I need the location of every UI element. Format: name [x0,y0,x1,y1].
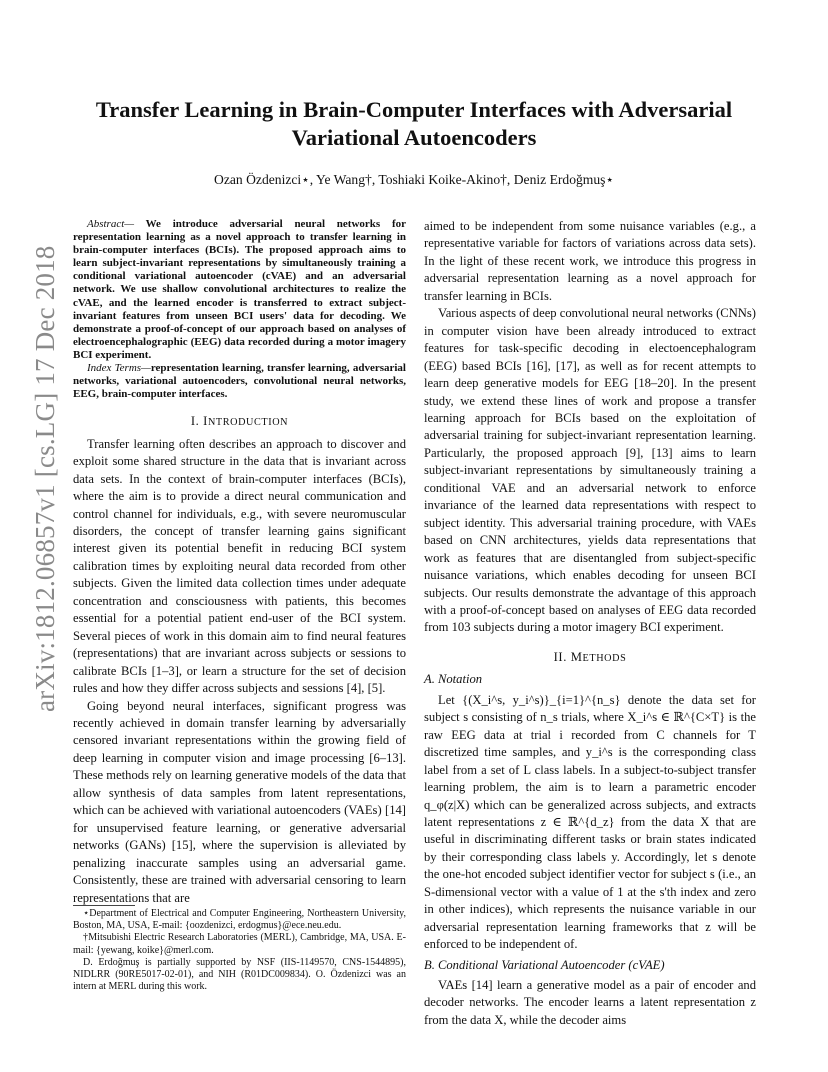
footnote-funding: D. Erdoğmuş is partially supported by NSF (IIS-1149570, CNS-1544895), NIDLRR (90RE5017-02-01), and NIH (R01DC009834). O. Özdenizci was an intern at MERL during this work. [73,956,406,993]
cvae-paragraph: VAEs [14] learn a generative model as a pair of encoder and decoder networks. The encoder learns a latent representation z from the data X, while the decoder aims [424,978,756,1027]
left-column [73,218,406,907]
notation-paragraph: Let {(X_i^s, y_i^s)}_{i=1}^{n_s} denote the data set for subject s consisting of n_s trials, where X_i^s ∈ ℝ^{C×T} is the raw EEG data at trial i recorded from C channels for T discretized time samples, and y_i^s is the corresponding class label from a set of L class labels. In a subject-to-subject transfer learning problem, the aim is to learn a parametric encoder q_φ(z|X) which can be generalized across subjects, and extracts latent representations z ∈ ℝ^{d_z} from the data X that are useful in discriminating different tasks or brain states indicated by their corresponding class labels y. Accordingly, let s denote the one-hot encoded subject identifier vector for subject s (i.e., an S-dimensional vector with a value of 1 at the s'th index and zero in other indices), which represents the nuisance variable in our adversarial representation learning frameworks that z will be enforced to be independent of. [424,692,756,952]
subsection-heading-cvae: B. Conditional Variational Autoencoder (cVAE) [424,957,665,972]
footnotes [73,908,406,993]
section-initial: I [203,414,208,429]
section-rest: ETHODS [582,652,627,664]
index-terms [73,362,406,401]
footnote-affiliation-merl: †Mitsubishi Electric Research Laboratories (MERL), Cambridge, MA, USA. E-mail: {yewang, koike}@merl.com. [73,932,406,956]
abstract-lead: Abstract— [87,218,135,230]
section-rest: NTRODUCTION [207,417,289,429]
footnote-rule [73,905,135,906]
paper-title: Transfer Learning in Brain-Computer Interfaces with Adversarial Variational Autoencoders [95,97,733,150]
intro-paragraph-4: Various aspects of deep convolutional neural networks (CNNs) in computer vision have been already introduced to extract features for task-specific decoding in electoencephalogram (EEG) based BCIs [16], [17], as well as for recent attempts to learn deep generative models for EEG [18–20]. In the present study, we extend these lines of work and propose a transfer learning approach for BCIs based on the exploitation of adversarial training for subject-invariant representation learning. Particularly, the proposed approach [9], [13] aims to learn subject-invariant representations by simultaneously training a conditional VAE and an adversarial network to enforce invariance of the learned data representations with respect to subject identity. This adversarial training procedure, with VAEs based on CNN architectures, yields data representations that work as features that are disentangled from subject-specific nuisance variations, which enables decoding for unseen BCI subjects. Our results demonstrate the advantage of this approach with a proof-of-concept based on analyses of EEG data recorded from 103 subjects during a motor imagery BCI experiment. [424,306,756,635]
abstract-text: We introduce adversarial neural networks for representation learning as a novel approach to transfer learning in brain-computer interfaces (BCIs). The proposed approach aims to learn subject-invariant representations by simultaneously training a conditional variational autoencoder (cVAE) and an adversarial network. We use shallow convolutional architectures to realize the cVAE, and the learned encoder is transferred to extract subject-invariant features from unseen BCI users' data for decoding. We demonstrate a proof-of-concept of our approach based on analyses of electroencephalographic (EEG) data recorded during a motor imagery BCI experiment. [73,218,406,361]
intro-paragraph-2: Going beyond neural interfaces, significant progress was recently achieved in domain transfer learning by adversarially censored invariant representations within the growing field of deep learning in computer vision and image processing [6–13]. These methods rely on learning generative models of the data that allow synthesis of data samples from latent representations, which can be achieved with variational autoencoders (VAEs) [14] for unsupervised feature learning, or generative adversarial networks (GANs) [15], where the supervision is alleviated by penalizing inaccurate samples using an adversarial game. Consistently, these are trained with adversarial censoring to learn representations that are [73,698,406,905]
section-heading-methods [424,649,756,667]
index-terms-lead: Index Terms— [87,362,151,375]
section-heading-introduction [73,413,406,431]
subsection-heading-notation: A. Notation [424,672,483,687]
section-number: II. [553,649,571,664]
section-number: I. [190,414,204,429]
abstract [73,218,406,362]
intro-paragraph-3: aimed to be independent from some nuisance variables (e.g., a representative variable for factors of variations across data sets). In the light of these recent work, we introduce this progress in adversarial representation learning as a novel approach for transfer learning in BCIs. [424,219,756,303]
author-list: Ozan Özdenizci⋆, Ye Wang†, Toshiaki Koike-Akino†, Deniz Erdoğmuş⋆ [214,172,614,187]
section-initial: M [570,649,583,664]
intro-paragraph-1: Transfer learning often describes an approach to discover and exploit some shared structure in the data that is invariant across data sets. In the context of brain-computer interfaces (BCIs), where the aim is to provide a direct neural communication and control channel for individuals, e.g., with severe neuromuscular disorders, the concept of transfer learning gains significant interest given its potential benefit in reducing BCI system calibration times by exploiting neural data recorded from other subjects. Given the limited data collection times under adequate concentration and consciousness with patients, this becomes essential for a potential patient end-user of the BCI system. Several pieces of work in this domain aim to find neural features (representations) that are invariant across subjects or sessions to calibrate BCIs [1–3], or learn a structure for the set of decision rules and how they differ across subjects and sessions [4], [5]. [73,436,406,696]
arxiv-watermark: arXiv:1812.06857v1 [cs.LG] 17 Dec 2018 [30,245,60,712]
footnote-affiliation-neu: ⋆Department of Electrical and Computer Engineering, Northeastern University, Boston, MA, USA, E-mail: {oozdenizci, erdogmus}@ece.neu.edu. [73,908,406,932]
right-column [424,218,756,1029]
index-terms-text: representation learning, transfer learning, adversarial networks, variational autoencoders, convolutional neural networks, EEG, brain-computer interfaces. [73,362,406,401]
